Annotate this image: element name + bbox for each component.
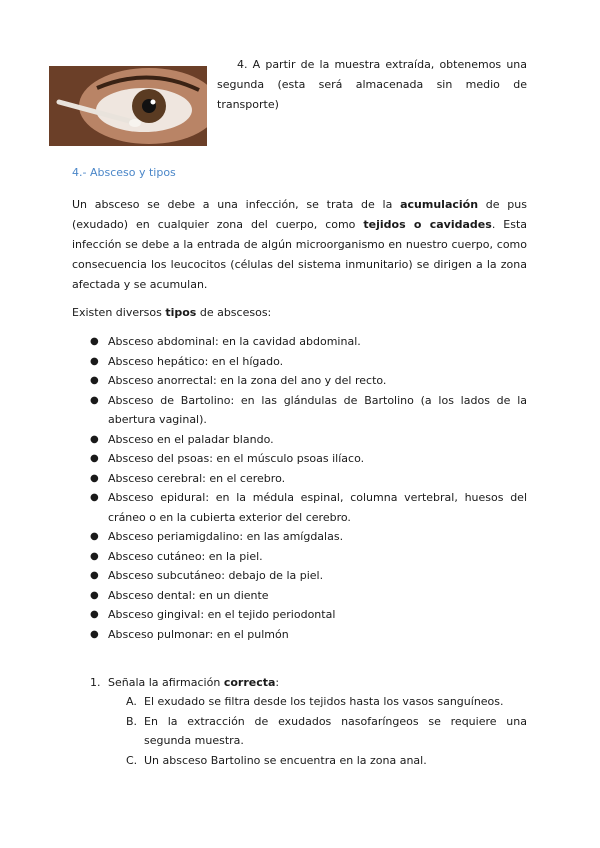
list-item — [72, 605, 527, 625]
bullet-icon: ● — [90, 609, 99, 620]
bullet-icon: ● — [90, 550, 99, 562]
bullet-icon: ● — [90, 492, 99, 503]
bullet-icon: ● — [90, 453, 99, 464]
list-item — [72, 391, 527, 430]
list-item-text: Absceso en el paladar blando. — [108, 432, 274, 446]
step-4-text — [217, 55, 527, 115]
bullet-icon: ● — [90, 336, 99, 347]
bullet-icon: ● — [90, 472, 99, 484]
question-bold: correcta — [223, 676, 276, 689]
intro-paragraph — [72, 195, 527, 295]
section-heading: 4.- Absceso y tipos — [72, 166, 176, 179]
list-item-text: Absceso dental: en un diente — [108, 588, 269, 602]
list-item — [72, 469, 527, 489]
list-item-text: Absceso periamigdalino: en las amígdalas. — [108, 530, 344, 543]
list-item — [72, 547, 527, 567]
list-item-text: Absceso cutáneo: en la piel. — [108, 549, 263, 563]
para-text: Un absceso se debe a una infección, se trata de la — [72, 198, 401, 211]
bullet-icon: ● — [90, 531, 99, 542]
list-item-text: Absceso abdominal: en la cavidad abdominal. — [108, 335, 361, 348]
list-item — [72, 371, 527, 391]
list-item — [72, 625, 527, 645]
list-item — [72, 352, 527, 372]
abscess-types-list — [72, 332, 527, 644]
list-item — [72, 430, 527, 450]
para-bold-text: tejidos o cavidades — [363, 218, 492, 231]
answer-option-a[interactable] — [126, 692, 527, 712]
list-item-text: Absceso anorrectal: en la zona del ano y del recto. — [108, 374, 387, 387]
para-bold-text: acumulación — [400, 198, 479, 211]
bullet-icon: ● — [90, 589, 99, 601]
list-item-text: Absceso pulmonar: en el pulmón — [108, 627, 289, 641]
bullet-icon: ● — [90, 570, 99, 581]
types-intro-text: Existen diversos — [72, 306, 166, 319]
option-text: El exudado se filtra desde los tejidos hasta los vasos sanguíneos. — [144, 695, 504, 708]
types-intro-bold: tipos — [165, 306, 197, 319]
eye-swab-photo — [49, 66, 207, 146]
para-text: . Esta infección se debe a la entrada de algún microorganismo en nuestro cuerpo, como consecuencia los leucocitos (células del sistema inmunitario) se dirigen a la zona afectada y se acumulan. — [72, 218, 527, 291]
list-item — [72, 449, 527, 469]
list-item-text: Absceso de Bartolino: en las glándulas de Bartolino (a los lados de la abertura vaginal). — [108, 393, 527, 426]
list-item — [72, 488, 527, 527]
question-text: Señala la afirmación — [108, 676, 224, 689]
answer-option-b[interactable] — [126, 712, 527, 751]
option-letter: C. — [126, 753, 138, 767]
list-item-text: Absceso cerebral: en el cerebro. — [108, 471, 286, 485]
question-number: 1. — [90, 676, 101, 689]
list-item-text: Absceso del psoas: en el músculo psoas ilíaco. — [108, 452, 365, 465]
list-item-text: Absceso hepático: en el hígado. — [108, 354, 284, 368]
bullet-icon: ● — [90, 375, 99, 386]
answer-option-c[interactable] — [126, 751, 527, 771]
list-item — [72, 527, 527, 547]
list-item — [72, 332, 527, 352]
answer-options — [126, 692, 527, 770]
step-number: 4. — [237, 58, 248, 71]
step-text: A partir de la muestra extraída, obtenemos una segunda (esta será almacenada sin medio de transporte) — [217, 58, 527, 111]
bullet-icon: ● — [90, 394, 99, 406]
types-intro-text: de abscesos: — [196, 306, 272, 319]
list-item-text: Absceso gingival: en el tejido periodontal — [108, 608, 336, 621]
list-item — [72, 586, 527, 606]
list-item — [72, 566, 527, 586]
types-intro — [72, 303, 271, 323]
bullet-icon: ● — [90, 628, 99, 640]
question-text: : — [275, 676, 280, 689]
bullet-icon: ● — [90, 355, 99, 367]
para-text: de pus (exudado) en cualquier zona del cuerpo, como — [72, 198, 527, 231]
bullet-icon: ● — [90, 433, 99, 445]
option-letter: B. — [126, 714, 138, 728]
list-item-text: Absceso subcutáneo: debajo de la piel. — [108, 569, 324, 582]
question-1 — [90, 673, 527, 693]
option-text: En la extracción de exudados nasofaríngeos se requiere una segunda muestra. — [144, 714, 527, 747]
option-text: Un absceso Bartolino se encuentra en la zona anal. — [144, 753, 427, 767]
option-letter: A. — [126, 695, 137, 708]
list-item-text: Absceso epidural: en la médula espinal, columna vertebral, huesos del cráneo o en la cubierta exterior del cerebro. — [108, 491, 527, 524]
